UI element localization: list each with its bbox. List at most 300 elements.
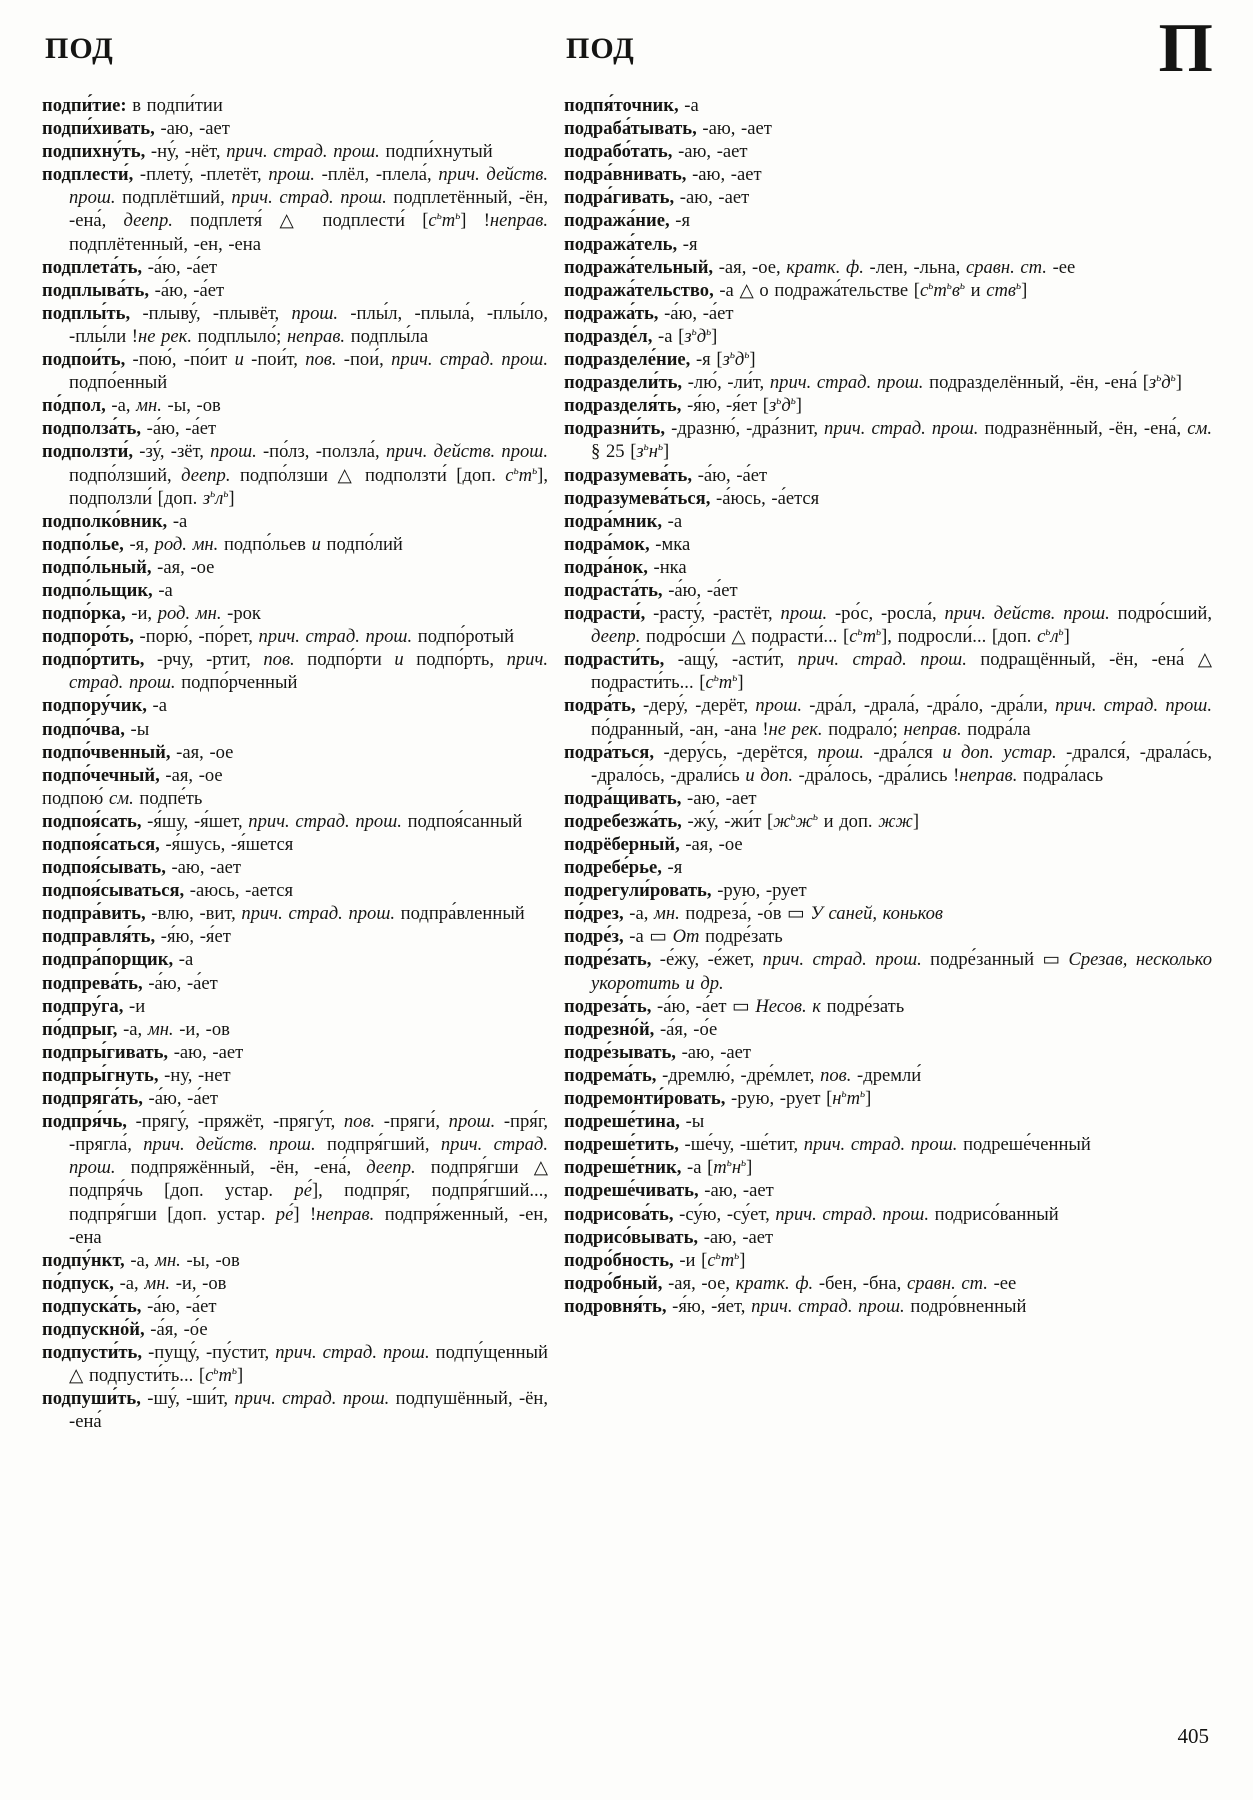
- entry-text: -плыву́, -плывёт,: [130, 302, 292, 324]
- entry-text: -аю, -ает: [698, 1180, 774, 1202]
- entry-text: ], подползли́ [доп.: [69, 464, 548, 509]
- grammar-label: прич. страд. прош.: [803, 1134, 958, 1156]
- entry-text: -а: [173, 949, 194, 971]
- dictionary-entry: [564, 94, 1212, 117]
- dictionary-entry: [564, 394, 1212, 417]
- grammar-label: $с^ьт^ьв^ь$: [919, 279, 965, 301]
- entry-text: -и [: [673, 1249, 708, 1271]
- grammar-label: прич. страд. прош.: [258, 626, 413, 648]
- grammar-label: пов.: [820, 1064, 852, 1086]
- entry-text: -и, -ов: [173, 1018, 230, 1040]
- grammar-label: прич. страд. прош.: [762, 949, 922, 971]
- headword: подразумева́ться,: [564, 487, 711, 509]
- entry-text: -плету́, -плетёт,: [133, 164, 269, 186]
- headword: подра́щивать,: [564, 787, 682, 809]
- dictionary-entry: [42, 302, 548, 348]
- headword: подпры́гивать,: [42, 1041, 169, 1063]
- headword: подровня́ть,: [564, 1295, 667, 1317]
- grammar-label: кратк. ф.: [735, 1272, 814, 1294]
- dictionary-entry: [564, 1064, 1212, 1087]
- entry-text: подре́зать: [699, 926, 783, 948]
- headword: подпра́вить,: [42, 903, 146, 925]
- entry-text: подпо́льев: [218, 533, 312, 555]
- entry-text: -влю, -вит,: [145, 903, 242, 925]
- dictionary-entry: [564, 1087, 1212, 1110]
- entry-text: -пущу́, -пу́стит,: [142, 1342, 276, 1364]
- soft-sign-superscript: ь: [213, 1364, 219, 1377]
- entry-text: -а́ю, -а́ет ▭: [651, 995, 756, 1017]
- grammar-label: деепр.: [591, 626, 641, 648]
- dictionary-entry: [564, 1203, 1212, 1226]
- entry-text: -а́ю, -а́ет: [142, 256, 218, 278]
- dictionary-entry: [42, 948, 548, 971]
- entry-text: -дрался́, -драла́сь, -драло́сь, -драли́сь: [591, 741, 1212, 786]
- grammar-label: $з^ьд^ь$: [1148, 371, 1176, 394]
- entry-text: -аю, -ает: [681, 787, 757, 809]
- entry-text: -жу́, -жи́т [: [681, 810, 774, 832]
- entry-text: -ее: [987, 1272, 1017, 1294]
- entry-text: -а △ о подража́тельстве [: [713, 279, 920, 301]
- grammar-label: род. мн.: [157, 603, 222, 625]
- grammar-label: прич. страд. прош.: [69, 649, 548, 694]
- entry-text: -пои́,: [336, 349, 392, 371]
- soft-sign-superscript: ь: [713, 672, 719, 685]
- soft-sign-superscript: ь: [790, 395, 796, 408]
- entry-text: подпоя́санный: [401, 810, 523, 832]
- dictionary-entry: [564, 1110, 1212, 1133]
- grammar-label: пов.: [263, 649, 295, 671]
- entry-text: -дра́лось, -дра́лись !: [793, 764, 960, 786]
- entry-text: -ы, -ов: [180, 1249, 240, 1271]
- grammar-label: см.: [1187, 418, 1212, 440]
- soft-sign-superscript: ь: [532, 464, 538, 477]
- grammar-label: и: [311, 533, 321, 555]
- entry-text: подре́занный ▭: [921, 949, 1069, 971]
- soft-sign-superscript: ь: [223, 487, 229, 500]
- headword: подпо́чвенный,: [42, 741, 171, 763]
- headword: подпои́ть,: [42, 349, 126, 371]
- grammar-label: ре́: [294, 1180, 312, 1202]
- entry-text: -я: [677, 233, 698, 255]
- entry-text: -а [: [652, 325, 685, 347]
- entry-text: -рок: [221, 603, 261, 625]
- entry-text: подпу́щенный △ подпусти́ть... [: [69, 1342, 548, 1387]
- grammar-label: прич. страд. прош.: [824, 418, 979, 440]
- dictionary-entry: [564, 233, 1212, 256]
- headword: по́дпрыг,: [42, 1018, 118, 1040]
- grammar-label: $ж^ьж^ь$: [773, 810, 818, 832]
- entry-text: -пою́, -по́ит: [125, 349, 235, 371]
- entry-text: ]: [663, 441, 670, 463]
- entry-text: -мка: [649, 533, 691, 555]
- grammar-label: неправ.: [903, 718, 962, 740]
- grammar-label: $с^ьт^ь$: [707, 1249, 740, 1271]
- entry-text: подпо́лий: [320, 533, 403, 555]
- soft-sign-superscript: ь: [1170, 371, 1176, 384]
- grammar-label: $з^ьн^ь$: [636, 441, 664, 463]
- headword: подпи́тие:: [42, 95, 127, 116]
- dictionary-entry: [42, 1018, 548, 1041]
- entry-text: подращённый, -ён, -ена́ △ подрасти́ть... [: [591, 649, 1212, 694]
- entry-text: подро́вненный: [904, 1295, 1027, 1317]
- headword: подпо́чва,: [42, 718, 125, 740]
- entry-text: -а́ю, -а́ет: [692, 464, 768, 486]
- dictionary-entry: [564, 140, 1212, 163]
- dictionary-entry: [564, 186, 1212, 209]
- headword: подплы́ть,: [42, 302, 131, 324]
- grammar-label: прич. страд. прош.: [234, 1388, 390, 1410]
- headword: подразни́ть,: [564, 418, 666, 440]
- headword: подраба́тывать,: [564, 118, 697, 140]
- soft-sign-superscript: ь: [741, 1157, 747, 1170]
- soft-sign-superscript: ь: [857, 625, 863, 638]
- entry-text: -плы́л, -плыла́, -плы́ло, -плы́ли !: [69, 302, 548, 347]
- headword: подполза́ть,: [42, 418, 141, 440]
- dictionary-entry: [42, 741, 548, 764]
- dictionary-entry: [42, 764, 548, 787]
- entry-text: -я́шу, -я́шет,: [141, 810, 249, 832]
- entry-text: подпо́рть,: [403, 649, 507, 671]
- grammar-label: прош.: [291, 302, 339, 324]
- dictionary-entry: [564, 579, 1212, 602]
- grammar-label: неправ.: [286, 325, 346, 347]
- running-head-left: ПОД: [45, 32, 114, 65]
- entry-text: -ая, -ое: [151, 556, 215, 578]
- dictionary-entry: [564, 787, 1212, 810]
- grammar-label: Несов. к: [755, 995, 821, 1017]
- entry-text: -ну́, -нёт,: [145, 141, 227, 163]
- soft-sign-superscript: ь: [876, 625, 882, 638]
- grammar-label: $с^ьт^ь$: [705, 672, 738, 694]
- entry-text: подрало́;: [822, 718, 904, 740]
- headword: подпры́гнуть,: [42, 1064, 159, 1086]
- headword: подпо́лье,: [42, 533, 124, 555]
- dictionary-entry: [42, 533, 548, 556]
- grammar-label: прич. страд. прош.: [248, 810, 402, 832]
- headword: подплыва́ть,: [42, 279, 150, 301]
- soft-sign-superscript: ь: [1016, 279, 1022, 292]
- entry-text: -а: [146, 695, 167, 717]
- grammar-label: жж: [878, 810, 913, 832]
- entry-text: -ее: [1046, 256, 1076, 278]
- entry-text: подпушённый, -ён, -ена́: [69, 1388, 548, 1433]
- headword: подрисо́вывать,: [564, 1226, 699, 1248]
- headword: подпра́порщик,: [42, 949, 174, 971]
- grammar-label: $с^ьл^ь$: [1037, 625, 1064, 648]
- dictionary-entry: [42, 510, 548, 533]
- grammar-label: прич. страд. прош.: [69, 1134, 548, 1179]
- headword: подразделе́ние,: [564, 349, 691, 371]
- entry-text: -нка: [647, 556, 687, 578]
- entry-text: ]: [737, 672, 744, 694]
- soft-sign-superscript: ь: [860, 1087, 866, 1100]
- column-right: [564, 94, 1212, 1318]
- grammar-label: пов.: [343, 1111, 376, 1133]
- entry-text: ]: [1021, 279, 1028, 301]
- grammar-label: прич. действ. прош.: [69, 164, 549, 209]
- entry-text: § 25 [: [591, 441, 637, 463]
- entry-text: подро́сший,: [1109, 603, 1212, 625]
- entry-text: -аю, -ает: [672, 141, 748, 163]
- entry-text: -ая, -ое: [159, 764, 223, 786]
- dictionary-entry: [42, 1249, 548, 1272]
- grammar-label: прич. страд. прош.: [226, 141, 380, 163]
- dictionary-entry: [42, 925, 548, 948]
- dictionary-entry: [564, 464, 1212, 487]
- dictionary-entry: [42, 972, 548, 995]
- entry-text: подплетённый, -ён, -ена́,: [69, 187, 548, 232]
- entry-text: подреше́ченный: [957, 1134, 1091, 1156]
- dictionary-entry: [42, 117, 548, 140]
- entry-text: ]: [795, 395, 802, 417]
- entry-text: по́дранный, -ан, -ана !: [591, 718, 769, 740]
- entry-text: -а: [167, 510, 188, 532]
- headword: по́дрез,: [564, 903, 624, 925]
- headword: подра́нок,: [564, 556, 648, 578]
- headword: подрема́ть,: [564, 1064, 657, 1086]
- headword: подра́ть,: [564, 695, 636, 717]
- headword: подпо́чечный,: [42, 764, 160, 786]
- entry-text: подплетя́ △ подплести́ [: [172, 210, 429, 232]
- dictionary-entry: [564, 1041, 1212, 1064]
- headword: подпя́точник,: [564, 95, 679, 116]
- headword: подража́тельство,: [564, 279, 714, 301]
- dictionary-entry: [42, 256, 548, 279]
- grammar-label: прич. страд. прош.: [275, 1342, 430, 1364]
- entry-text: подпо́рти: [294, 649, 395, 671]
- grammar-label: неправ.: [959, 764, 1018, 786]
- dictionary-entry: [564, 417, 1212, 463]
- dictionary-entry: [564, 371, 1212, 394]
- grammar-label: и: [234, 349, 244, 371]
- grammar-label: неправ.: [489, 210, 548, 232]
- entry-text: подпо́лзший,: [69, 464, 182, 486]
- grammar-label: $з^ьд^ь$: [768, 395, 796, 417]
- entry-text: подплётший,: [115, 187, 232, 209]
- entry-text: -деру́сь, -дерётся,: [653, 741, 818, 763]
- grammar-label: прош.: [780, 603, 828, 625]
- grammar-label: $т^ьн^ь$: [713, 1157, 747, 1179]
- entry-text: -зу́, -зёт,: [133, 441, 211, 463]
- entry-text: -лен, -льна,: [863, 256, 966, 278]
- entry-text: подплётенный, -ен, -ена: [69, 233, 262, 255]
- grammar-label: прич. страд. прош.: [751, 1295, 905, 1317]
- headword: подреше́чивать,: [564, 1180, 699, 1202]
- entry-text: -пря́г, -прягла́,: [69, 1111, 548, 1156]
- entry-text: -я́ю, -я́ет,: [666, 1295, 752, 1317]
- grammar-label: прич. действ. прош.: [944, 603, 1110, 625]
- entry-text: -и,: [125, 603, 158, 625]
- grammar-label: прош.: [448, 1111, 496, 1133]
- entry-text: ], подпря́г, подпря́гший..., подпря́гши [доп. устар.: [69, 1180, 548, 1225]
- headword: подра́ться,: [564, 741, 654, 763]
- entry-text: -я́ю, -я́ет: [155, 926, 231, 948]
- headword: подража́тель,: [564, 233, 678, 255]
- headword: подреше́тина,: [564, 1111, 680, 1133]
- grammar-label: прич. страд. прош.: [241, 903, 396, 925]
- running-head-right: ПОД: [566, 32, 635, 65]
- dictionary-entry: [564, 163, 1212, 186]
- entry-text: ]: [746, 1157, 753, 1179]
- headword: подра́мник,: [564, 510, 662, 532]
- entry-text: подпра́вленный: [395, 903, 525, 925]
- headword: подпру́га,: [42, 995, 124, 1017]
- entry-text: ]: [711, 325, 718, 347]
- headword: по́дпол,: [42, 395, 106, 417]
- dictionary-entry: [42, 1341, 548, 1387]
- entry-text: ]: [739, 1249, 746, 1271]
- dictionary-entry: [564, 256, 1212, 279]
- entry-text: -а́ю, -а́ет: [142, 1088, 218, 1110]
- entry-text: -аю, -ает: [698, 1226, 774, 1248]
- soft-sign-superscript: ь: [231, 1364, 237, 1377]
- soft-sign-superscript: ь: [436, 210, 442, 223]
- dictionary-entry: [564, 948, 1212, 994]
- entry-text: ] !: [460, 210, 490, 232]
- entry-text: подпою́: [42, 787, 109, 809]
- grammar-label: и доп. устар.: [942, 741, 1057, 763]
- entry-text: -а,: [623, 903, 654, 925]
- entry-text: ], подросли́... [доп.: [881, 626, 1038, 648]
- entry-text: подплы́ла: [345, 325, 429, 347]
- headword: подрасти́ть,: [564, 649, 665, 671]
- page-number: 405: [1177, 1724, 1209, 1748]
- entry-text: -а: [678, 95, 699, 116]
- headword: подре́зать,: [564, 949, 652, 971]
- grammar-label: прош.: [755, 695, 802, 717]
- headword: подро́бность,: [564, 1249, 674, 1271]
- headword: подрёберный,: [564, 834, 680, 855]
- headword: подребезжа́ть,: [564, 810, 682, 832]
- entry-text: -а́ю, -а́ет: [141, 1295, 217, 1317]
- dictionary-entry: [42, 579, 548, 602]
- soft-sign-superscript: ь: [812, 810, 818, 823]
- entry-text: -лю́, -ли́т,: [682, 372, 770, 394]
- headword: подража́ть,: [564, 302, 659, 324]
- entry-text: ]: [228, 487, 235, 509]
- headword: подро́бный,: [564, 1272, 663, 1294]
- entry-text: -и: [123, 995, 146, 1017]
- entry-text: -деру́, -дерёт,: [635, 695, 756, 717]
- soft-sign-superscript: ь: [455, 210, 461, 223]
- entry-text: -я: [661, 857, 683, 879]
- grammar-label: $з^ьд^ь$: [684, 325, 712, 347]
- dictionary-entry: [564, 209, 1212, 232]
- headword: подпря́чь,: [42, 1111, 127, 1133]
- entry-text: -аю, -ает: [675, 1041, 752, 1063]
- entry-text: -аю, -ает: [674, 187, 750, 209]
- entry-text: ] !: [293, 1203, 317, 1225]
- entry-text: подра́ла: [961, 718, 1031, 740]
- entry-text: подрисо́ванный: [929, 1203, 1059, 1225]
- grammar-label: деепр.: [123, 210, 173, 232]
- dictionary-entry: [42, 648, 548, 694]
- dictionary-entry: [42, 1295, 548, 1318]
- grammar-label: От: [672, 926, 700, 948]
- dictionary-entry: [564, 856, 1212, 879]
- dictionary-entry: [42, 348, 548, 394]
- headword: подпусти́ть,: [42, 1342, 143, 1364]
- dictionary-entry: [564, 1226, 1212, 1249]
- dictionary-entry: [564, 348, 1212, 371]
- headword: подпрева́ть,: [42, 972, 143, 994]
- grammar-label: $с^ьт^ь$: [849, 625, 882, 648]
- headword: подпоро́ть,: [42, 626, 134, 648]
- entry-text: -аю, -ает: [686, 164, 762, 186]
- entry-text: -а́ю, -а́ет: [662, 579, 738, 601]
- soft-sign-superscript: ь: [734, 1249, 740, 1262]
- entry-text: -е́жу, -е́жет,: [651, 949, 763, 971]
- dictionary-entry: [564, 810, 1212, 833]
- headword: подпихну́ть,: [42, 141, 146, 163]
- entry-text: подпря́гши △ подпря́чь [доп. устар.: [69, 1157, 549, 1202]
- grammar-label: прич. страд. прош.: [775, 1203, 929, 1225]
- headword: подреза́ть,: [564, 995, 652, 1017]
- soft-sign-superscript: ь: [513, 464, 519, 477]
- grammar-label: У саней, коньков: [810, 903, 944, 925]
- grammar-label: мн.: [147, 1018, 174, 1040]
- entry-text: подпряжённый, -ён, -ена́,: [115, 1157, 367, 1179]
- entry-text: -аю, -ает: [165, 857, 241, 879]
- entry-text: -я́шусь, -я́шется: [159, 834, 294, 855]
- entry-text: -я́ю, -я́ет [: [681, 395, 769, 417]
- soft-sign-superscript: ь: [643, 441, 649, 454]
- entry-text: подре́зать: [820, 995, 905, 1017]
- entry-text: -дремлю́, -дре́млет,: [656, 1064, 821, 1086]
- dictionary-entry: [564, 325, 1212, 348]
- entry-text: -а,: [105, 395, 137, 417]
- entry-text: -бен, -бна,: [813, 1272, 907, 1294]
- dictionary-entry: [42, 1110, 549, 1249]
- soft-sign-superscript: ь: [744, 348, 750, 361]
- entry-text: -аюсь, -ается: [184, 880, 294, 902]
- headword: подпу́нкт,: [42, 1249, 125, 1271]
- headword: подреше́тить,: [564, 1134, 679, 1156]
- headword: подразде́л,: [564, 325, 653, 347]
- dictionary-entry: [564, 279, 1212, 302]
- grammar-label: деепр.: [366, 1157, 416, 1179]
- dictionary-entry: [42, 394, 548, 417]
- dictionary-entry: [42, 625, 548, 648]
- entry-text: -пряги́,: [375, 1111, 449, 1133]
- dictionary-entry: [42, 440, 548, 509]
- entry-text: ]: [1175, 372, 1182, 394]
- soft-sign-superscript: ь: [732, 672, 738, 685]
- grammar-label: мн.: [155, 1249, 181, 1271]
- headword: подпуска́ть,: [42, 1295, 142, 1317]
- entry-text: -ая, -ое: [679, 834, 743, 855]
- headword: подпоя́саться,: [42, 834, 160, 855]
- entry-text: -по́лз, -ползла́,: [256, 441, 386, 463]
- grammar-label: $з^ьд^ь$: [722, 348, 750, 371]
- grammar-label: кратк. ф.: [786, 256, 864, 278]
- entry-text: -расту́, -растёт,: [645, 603, 781, 625]
- grammar-label: и: [394, 649, 404, 671]
- entry-text: -рую, -рует [: [725, 1088, 833, 1110]
- headword: подремонти́ровать,: [564, 1088, 726, 1110]
- entry-text: подпо́лзши △ подползти́ [доп.: [230, 464, 506, 486]
- grammar-label: $з^ьл^ь$: [202, 487, 229, 509]
- entry-text: -а́ю, -а́ет: [142, 972, 218, 994]
- grammar-label: не рек.: [768, 718, 823, 740]
- soft-sign-superscript: ь: [946, 279, 952, 292]
- headword: подрасти́,: [564, 603, 646, 625]
- entry-text: подпря́женный, -ен, -ена: [69, 1203, 548, 1248]
- soft-sign-superscript: ь: [928, 279, 934, 292]
- dictionary-entry: [564, 902, 1212, 925]
- dictionary-entry: [42, 140, 548, 163]
- entry-text: -рчу, -ртит,: [144, 649, 264, 671]
